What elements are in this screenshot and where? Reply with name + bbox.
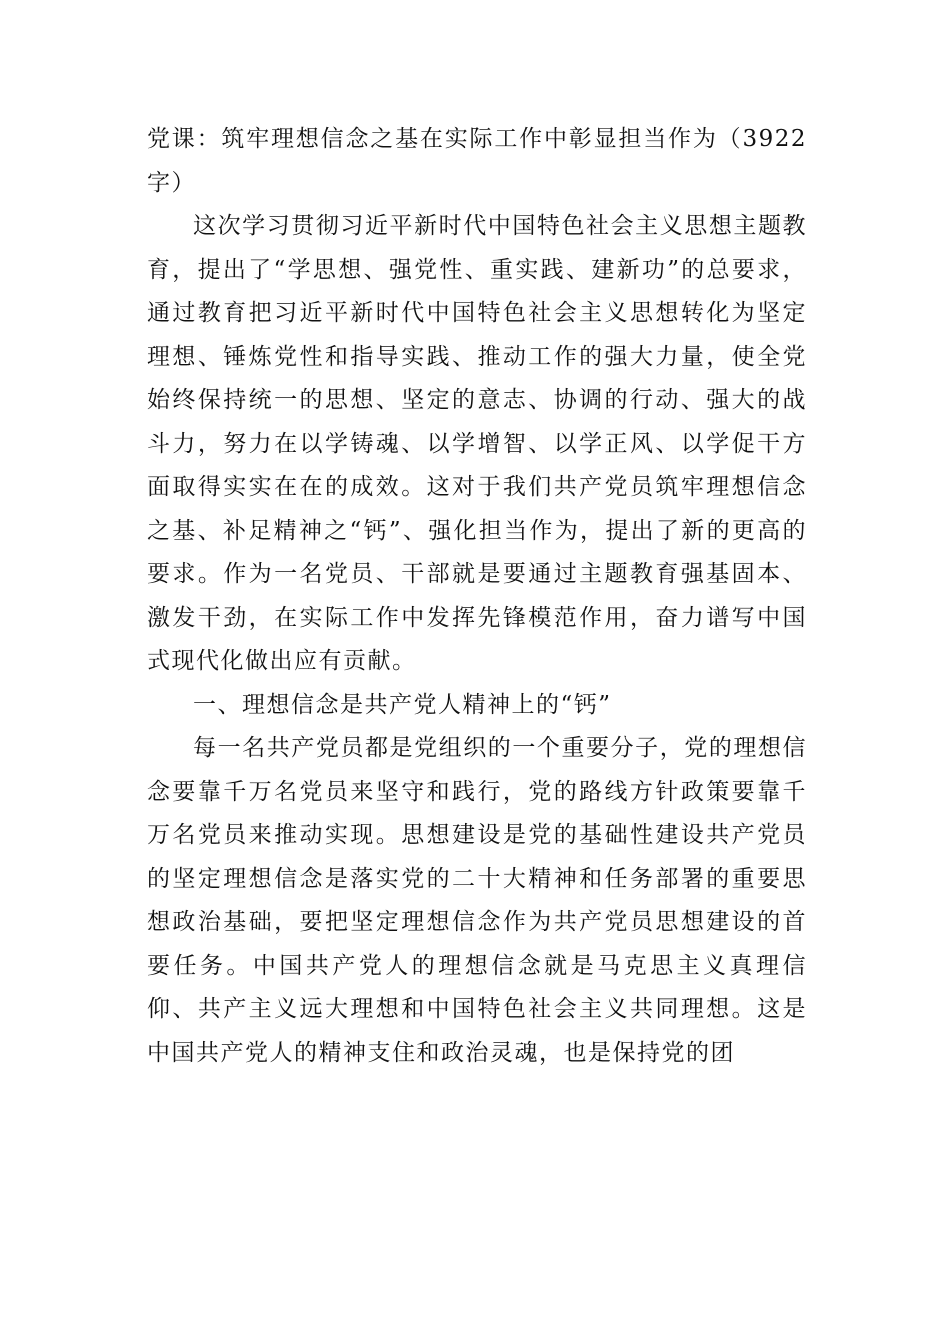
document-title: 党课：筑牢理想信念之基在实际工作中彰显担当作为（3922字） — [147, 126, 807, 196]
section-paragraph: 每一名共产党员都是党组织的一个重要分子，党的理想信念要靠千万名党员来坚守和践行，党的路线方针政策要靠千万名党员来推动实现。思想建设是党的基础性建设共产党员的坚定理想信念是落实党的二十大精神和任务部署的重要思想政治基础，要把坚定理想信念作为共产党员思想建设的首要任务。中国共产党人的理想信念就是马克思主义真理信仰、共产主义远大理想和中国特色社会主义共同理想。这是中国共产党人的精神支住和政治灵魂，也是保持党的团 — [147, 735, 807, 1066]
intro-paragraph: 这次学习贯彻习近平新时代中国特色社会主义思想主题教育，提出了“学思想、强党性、重实践、建新功”的总要求，通过教育把习近平新时代中国特色社会主义思想转化为坚定理想、锤炼党性和指导实践、推动工作的强大力量，使全党始终保持统一的思想、坚定的意志、协调的行动、强大的战斗力，努力在以学铸魂、以学增智、以学正风、以学促干方面取得实实在在的成效。这对于我们共产党员筑牢理想信念之基、补足精神之“钙”、强化担当作为，提出了新的更高的要求。作为一名党员、干部就是要通过主题教育强基固本、激发干劲，在实际工作中发挥先锋模范作用，奋力谱写中国式现代化做出应有贡献。 — [147, 213, 807, 674]
section-heading: 一、理想信念是共产党人精神上的“钙” — [193, 691, 612, 718]
document-body — [147, 118, 807, 1075]
